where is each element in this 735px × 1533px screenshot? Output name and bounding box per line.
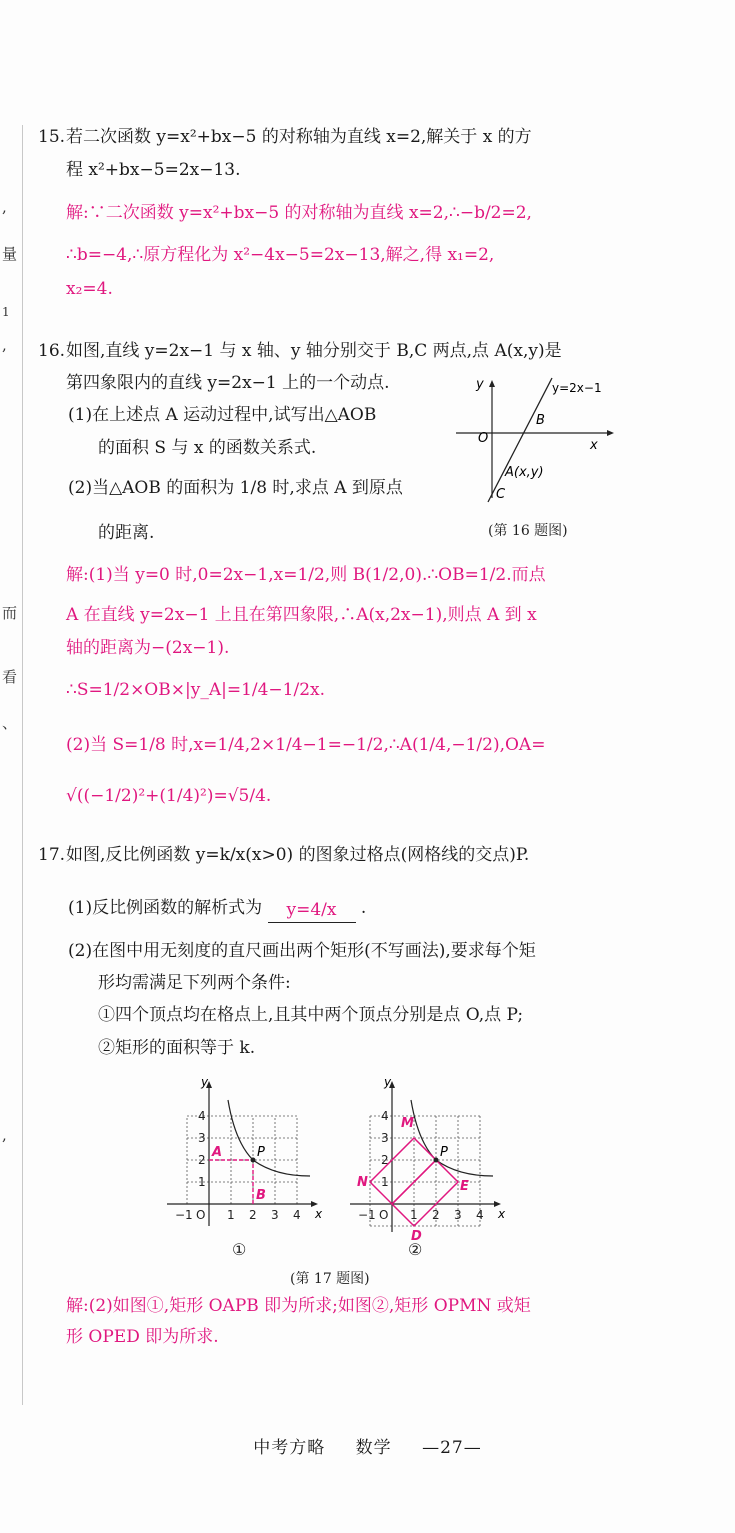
svg-text:P: P [257, 1145, 265, 1160]
point-p [434, 1158, 439, 1163]
q16-solution1-line3: 轴的距离为−(2x−1). [66, 638, 230, 658]
q17-condition1: ①四个顶点均在格点上,且其中两个顶点分别是点 O,点 P; [98, 1005, 524, 1025]
margin-mark: 、 [2, 714, 18, 732]
svg-text:3: 3 [198, 1131, 206, 1145]
svg-text:D: D [411, 1229, 422, 1244]
svg-text:−1: −1 [175, 1208, 193, 1222]
footer-page-number: —27— [422, 1438, 482, 1458]
svg-text:B: B [256, 1188, 266, 1203]
margin-mark: , [2, 1126, 7, 1144]
q16-part2-line1: (2)当△AOB 的面积为 1/8 时,求点 A 到原点 [68, 478, 403, 498]
q17-part1-period: . [360, 898, 367, 918]
figure-1-label: ① [232, 1240, 247, 1259]
q17-condition2: ②矩形的面积等于 k. [98, 1038, 256, 1058]
q16-stem-line1: 如图,直线 y=2x−1 与 x 轴、y 轴分别交于 B,C 两点,点 A(x,y)是 [66, 341, 562, 361]
point-b-label: B [536, 413, 545, 428]
svg-text:3: 3 [271, 1208, 279, 1222]
y-axis-label: y [476, 377, 484, 392]
q16-solution2-line2: √((−1/2)²+(1/4)²)=√5/4. [66, 786, 272, 806]
svg-text:2: 2 [381, 1153, 389, 1167]
margin-mark: 1 [2, 305, 10, 319]
svg-text:P: P [440, 1145, 448, 1160]
q15-stem-line2: 程 x²+bx−5=2x−13. [66, 160, 241, 180]
svg-text:y: y [384, 1075, 392, 1089]
line-y-2x-1 [488, 378, 552, 502]
q17-figure-2 [348, 1072, 518, 1244]
q16-solution1-line2: A 在直线 y=2x−1 上且在第四象限,∴A(x,2x−1),则点 A 到 x [66, 605, 537, 625]
svg-text:1: 1 [227, 1208, 235, 1222]
svg-text:−1: −1 [358, 1208, 376, 1222]
q17-part1-answer: y=4/x [268, 898, 356, 923]
q16-figure [450, 372, 620, 510]
point-a-label: A(x,y) [505, 465, 544, 480]
page-footer [0, 1433, 735, 1458]
svg-text:x: x [498, 1207, 506, 1221]
svg-text:1: 1 [198, 1175, 206, 1189]
margin-mark: , [2, 198, 7, 216]
question-16-number: 16. [38, 341, 66, 361]
q16-stem-line2: 第四象限内的直线 y=2x−1 上的一个动点. [66, 373, 390, 393]
origin-label: O [478, 431, 489, 446]
svg-text:N: N [357, 1175, 368, 1190]
y-axis-arrow [489, 380, 495, 387]
footer-book-title: 中考方略 [253, 1438, 326, 1458]
q17-solution-line1: 解:(2)如图①,矩形 OAPB 即为所求;如图②,矩形 OPMN 或矩 [66, 1296, 531, 1316]
margin-mark: 而 [2, 604, 18, 622]
q17-stem-line1: 如图,反比例函数 y=k/x(x>0) 的图象过格点(网格线的交点)P. [66, 845, 530, 865]
margin-mark: 看 [2, 668, 18, 686]
q16-solution2-line1: (2)当 S=1/8 时,x=1/4,2×1/4−1=−1/2,∴A(1/4,−1/2),OA= [66, 735, 546, 755]
svg-text:O: O [379, 1208, 389, 1222]
q16-solution1-line4: ∴S=1/2×OB×|y_A|=1/4−1/2x. [66, 680, 326, 700]
svg-text:4: 4 [381, 1109, 389, 1123]
point-c-label: C [496, 487, 506, 502]
svg-text:M: M [401, 1116, 414, 1131]
svg-text:1: 1 [410, 1208, 418, 1222]
svg-text:4: 4 [476, 1208, 484, 1222]
q17-part2-line1: (2)在图中用无刻度的直尺画出两个矩形(不写画法),要求每个矩 [68, 941, 536, 961]
svg-text:O: O [196, 1208, 206, 1222]
q17-part1-text: (1)反比例函数的解析式为 [68, 898, 263, 918]
q16-figure-caption: (第 16 题图) [488, 523, 568, 539]
q17-figure-1 [165, 1072, 335, 1234]
line-equation-label: y=2x−1 [552, 381, 602, 395]
svg-text:y: y [201, 1075, 209, 1089]
svg-text:2: 2 [432, 1208, 440, 1222]
svg-text:2: 2 [249, 1208, 257, 1222]
svg-text:4: 4 [198, 1109, 206, 1123]
margin-mark: , [2, 336, 7, 354]
q16-part1-line1: (1)在上述点 A 运动过程中,试写出△AOB [68, 405, 377, 425]
q15-stem-line1: 若二次函数 y=x²+bx−5 的对称轴为直线 x=2,解关于 x 的方 [66, 127, 532, 147]
question-15-number: 15. [38, 127, 66, 147]
question-17-number: 17. [38, 845, 66, 865]
svg-text:3: 3 [381, 1131, 389, 1145]
q17-solution-line2: 形 OPED 即为所求. [66, 1327, 219, 1347]
svg-text:1: 1 [381, 1175, 389, 1189]
x-axis-label: x [590, 438, 598, 453]
margin-mark: 量 [2, 245, 18, 263]
q17-part1 [68, 896, 366, 921]
q15-solution-line1: 解:∵二次函数 y=x²+bx−5 的对称轴为直线 x=2,∴−b/2=2, [66, 203, 532, 223]
q16-solution1-line1: 解:(1)当 y=0 时,0=2x−1,x=1/2,则 B(1/2,0).∴OB=1/2.而点 [66, 565, 546, 585]
q15-solution-line3: x₂=4. [66, 279, 113, 299]
q15-solution-line2: ∴b=−4,∴原方程化为 x²−4x−5=2x−13,解之,得 x₁=2, [66, 245, 495, 265]
svg-text:3: 3 [454, 1208, 462, 1222]
svg-text:x: x [315, 1207, 323, 1221]
rectangle-oped [392, 1160, 458, 1226]
x-axis-arrow [607, 430, 614, 436]
q17-figure-caption: (第 17 题图) [290, 1271, 370, 1287]
svg-text:E: E [460, 1179, 469, 1194]
q16-part2-line2: 的距离. [98, 523, 155, 543]
margin-divider [22, 125, 23, 1405]
svg-text:A: A [212, 1145, 223, 1160]
q17-part2-line2: 形均需满足下列两个条件: [98, 973, 291, 993]
q16-part1-line2: 的面积 S 与 x 的函数关系式. [98, 438, 317, 458]
svg-text:2: 2 [198, 1153, 206, 1167]
point-p [251, 1158, 256, 1163]
footer-subject: 数学 [355, 1438, 392, 1458]
svg-text:4: 4 [293, 1208, 301, 1222]
figure-2-label: ② [408, 1240, 423, 1259]
